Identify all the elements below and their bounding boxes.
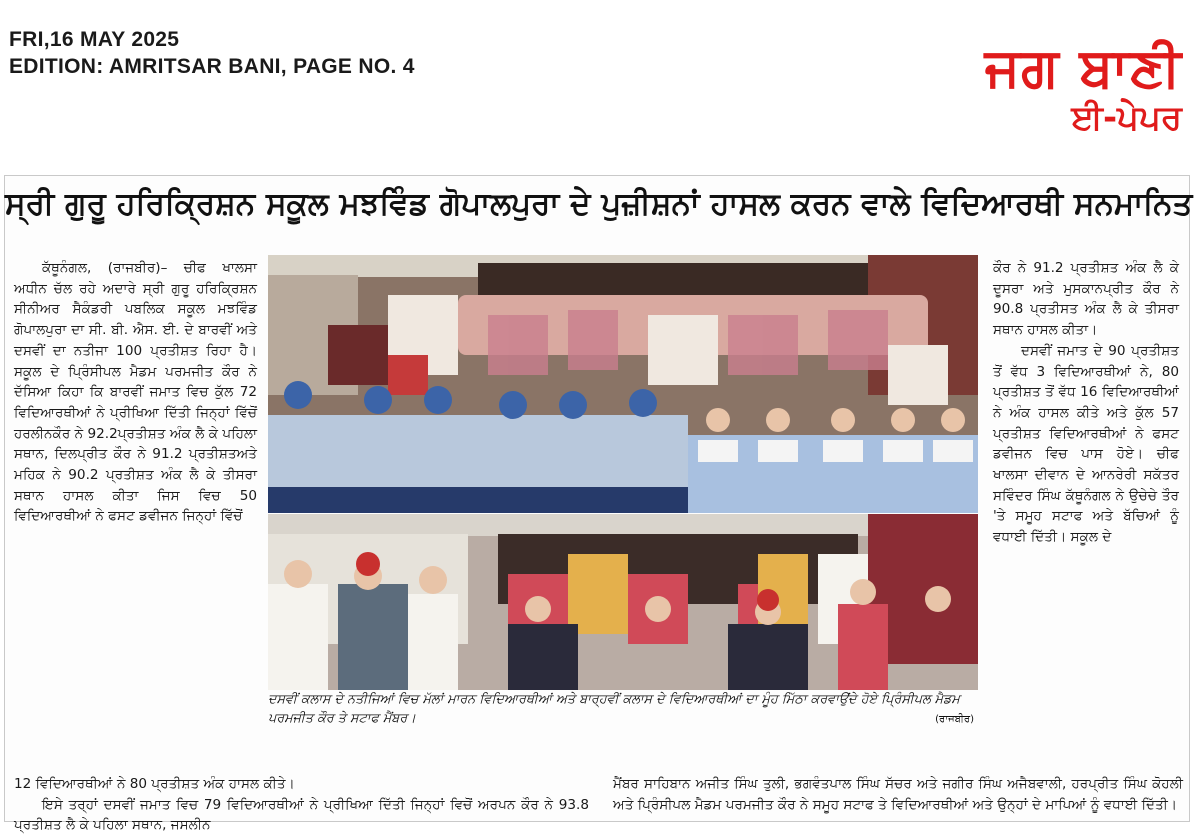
photo-credit: (ਰਾਜਬੀਰ)	[935, 714, 974, 725]
news-clipping	[4, 175, 1193, 834]
group-photo-top	[268, 255, 978, 513]
edition-date: FRI,16 MAY 2025	[9, 28, 180, 51]
paragraph: ਮੈਂਬਰ ਸਾਹਿਬਾਨ ਅਜੀਤ ਸਿੰਘ ਤੁਲੀ, ਭਗਵੰਤਪਾਲ ਸਿੰਘ ਸੱਚਰ ਅਤੇ ਜਗੀਰ ਸਿੰਘ ਅਜੈਬਵਾਲੀ, ਹਰਪ੍ਰੀਤ ਸਿੰਘ ਕੋਹਲੀ ਅਤੇ ਪ੍ਰਿੰਸੀਪਲ ਮੈਡਮ ਪਰਮਜੀਤ ਕੌਰ ਨੇ ਸਮੂਹ ਸਟਾਫ ਤੇ ਵਿਦਿਆਰਥੀਆਂ ਅਤੇ ਉਨ੍ਹਾਂ ਦੇ ਮਾਪਿਆਂ ਨੂੰ ਵਧਾਈ ਦਿੱਤੀ।	[613, 776, 1183, 813]
article-column-left	[14, 258, 257, 527]
newspaper-masthead	[0, 0, 1204, 172]
paragraph: ਕੱਥੂਨੰਗਲ, (ਰਾਜਬੀਰ)– ਚੀਫ ਖਾਲਸਾ ਅਧੀਨ ਚੱਲ ਰਹੇ ਅਦਾਰੇ ਸ੍ਰੀ ਗੁਰੂ ਹਰਿਕ੍ਰਿਸ਼ਨ ਸੀਨੀਅਰ ਸੈਕੰਡਰੀ ਪਬਲਿਕ ਸਕੂਲ ਮਝਵਿੰਡ ਗੋਪਾਲਪੁਰਾ ਦਾ ਸੀ. ਬੀ. ਐਸ. ਈ. ਦੇ ਬਾਰਵੀਂ ਅਤੇ ਦਸਵੀਂ ਦਾ ਨਤੀਜਾ 100 ਪ੍ਰਤੀਸ਼ਤ ਰਿਹਾ ਹੈ। ਸਕੂਲ ਦੇ ਪ੍ਰਿੰਸੀਪਲ ਮੈਡਮ ਪਰਮਜੀਤ ਕੌਰ ਨੇ ਦੱਸਿਆ ਕਿਹਾ ਕਿ ਬਾਰਵੀਂ ਜਮਾਤ ਵਿਚ ਕੁੱਲ 72 ਵਿਦਿਆਰਥੀਆਂ ਨੇ ਪ੍ਰੀਖਿਆ ਦਿੱਤੀ ਜਿਨ੍ਹਾਂ ਵਿੱਚੋਂ ਹਰਲੀਨਕੌਰ ਨੇ 92.2ਪ੍ਰਤੀਸ਼ਤ ਅੰਕ ਲੈ ਕੇ ਪਹਿਲਾ ਸਥਾਨ, ਦਿਲਪ੍ਰੀਤ ਕੌਰ ਨੇ 91.2 ਪ੍ਰਤੀਸ਼ਤਅਤੇ ਮਹਿਕ ਨੇ 90.2 ਪ੍ਰਤੀਸ਼ਤ ਅੰਕ ਲੈ ਕੇ ਤੀਸਰਾ ਸਥਾਨ ਹਾਸਲ ਕੀਤਾ ਜਿਸ ਵਿਚ 50 ਵਿਦਿਆਰਥੀਆਂ ਨੇ ਫਸਟ ਡਵੀਜਨ ਜਿਨ੍ਹਾਂ ਵਿੱਚੋਂ	[14, 260, 257, 525]
edition-name: EDITION: AMRITSAR BANI, PAGE NO. 4	[9, 55, 415, 78]
paragraph: 12 ਵਿਦਿਆਰਥੀਆਂ ਨੇ 80 ਪ੍ਰਤੀਸ਼ਤ ਅੰਕ ਹਾਸਲ ਕੀਤੇ।	[14, 776, 295, 792]
paragraph: ਇਸੇ ਤਰ੍ਹਾਂ ਦਸਵੀਂ ਜਮਾਤ ਵਿਚ 79 ਵਿਦਿਆਰਥੀਆਂ ਨੇ ਪ੍ਰੀਖਿਆ ਦਿੱਤੀ ਜਿਨ੍ਹਾਂ ਵਿਚੋਂ ਅਰਪਨ ਕੌਰ ਨੇ 93.8 ਪ੍ਰਤੀਸ਼ਤ ਲੈ ਕੇ ਪਹਿਲਾ ਸਥਾਨ, ਜਸਲੀਨ	[14, 796, 589, 834]
paragraph: ਕੌਰ ਨੇ 91.2 ਪ੍ਰਤੀਸ਼ਤ ਅੰਕ ਲੈ ਕੇ ਦੂਸਰਾ ਅਤੇ ਮੁਸਕਾਨਪ੍ਰੀਤ ਕੌਰ ਨੇ 90.8 ਪ੍ਰਤੀਸਤ ਅੰਕ ਲੈ ਕੇ ਤੀਸਰਾ ਸਥਾਨ ਹਾਸਲ ਕੀਤਾ।	[993, 260, 1179, 339]
article-column-right	[993, 258, 1179, 548]
paragraph: ਦਸਵੀਂ ਜਮਾਤ ਦੇ 90 ਪ੍ਰਤੀਸ਼ਤ ਤੋਂ ਵੱਧ 3 ਵਿਦਿਆਰਥੀਆਂ ਨੇ, 80 ਪ੍ਰਤੀਸ਼ਤ ਤੋਂ ਵੱਧ 16 ਵਿਦਿਆਰਥੀਆਂ ਨੇ ਅੰਕ ਹਾਸਲ ਕੀਤੇ ਅਤੇ ਕੁੱਲ 57 ਪ੍ਰਤੀਸ਼ਤ ਵਿਦਿਆਰਥੀਆਂ ਨੇ ਫਸਟ ਡਵੀਜਨ ਵਿਚ ਪਾਸ ਹੋਏ। ਚੀਫ ਖਾਲਸਾ ਦੀਵਾਨ ਦੇ ਆਨਰੇਰੀ ਸਕੱਤਰ ਸਵਿੰਦਰ ਸਿੰਘ ਕੱਥੂਨੰਗਲ ਨੇ ਉਚੇਚੇ ਤੌਰ 'ਤੇ ਸਮੂਹ ਸਟਾਫ ਅਤੇ ਬੱਚਿਆਂ ਨੂੰ ਵਧਾਈ ਦਿੱਤੀ। ਸਕੂਲ ਦੇ	[993, 342, 1179, 546]
article-bottom-left	[14, 774, 589, 836]
photo-caption	[268, 690, 980, 728]
jagbani-logo	[985, 38, 1182, 138]
article-headline: ਸ੍ਰੀ ਗੁਰੂ ਹਰਿਕ੍ਰਿਸ਼ਨ ਸਕੂਲ ਮਝਵਿੰਡ ਗੋਪਾਲਪੁਰਾ ਦੇ ਪੁਜ਼ੀਸ਼ਨਾਂ ਹਾਸਲ ਕਰਨ ਵਾਲੇ ਵਿਦਿਆਰਥੀ ਸਨਮਾਨਿਤ	[5, 186, 1193, 222]
caption-text: ਦਸਵੀਂ ਕਲਾਸ ਦੇ ਨਤੀਜਿਆਂ ਵਿਚ ਮੱਲਾਂ ਮਾਰਨ ਵਿਦਿਆਰਥੀਆਂ ਅਤੇ ਬਾਰ੍ਹਵੀਂ ਕਲਾਸ ਦੇ ਵਿਦਿਆਰਥੀਆਂ ਦਾ ਮੂੰਹ ਮਿੱਠਾ ਕਰਵਾਉਂਦੇ ਹੋਏ ਪ੍ਰਿੰਸੀਪਲ ਮੈਡਮ ਪਰਮਜੀਤ ਕੌਰ ਤੇ ਸਟਾਫ ਮੈਂਬਰ।	[268, 692, 960, 726]
article-bottom-right	[613, 774, 1183, 815]
logo-title: ਜਗ ਬਾਣੀ	[984, 36, 1182, 99]
group-photo-bottom	[268, 514, 978, 769]
logo-subtitle: ਈ-ਪੇਪਰ	[1071, 98, 1182, 138]
